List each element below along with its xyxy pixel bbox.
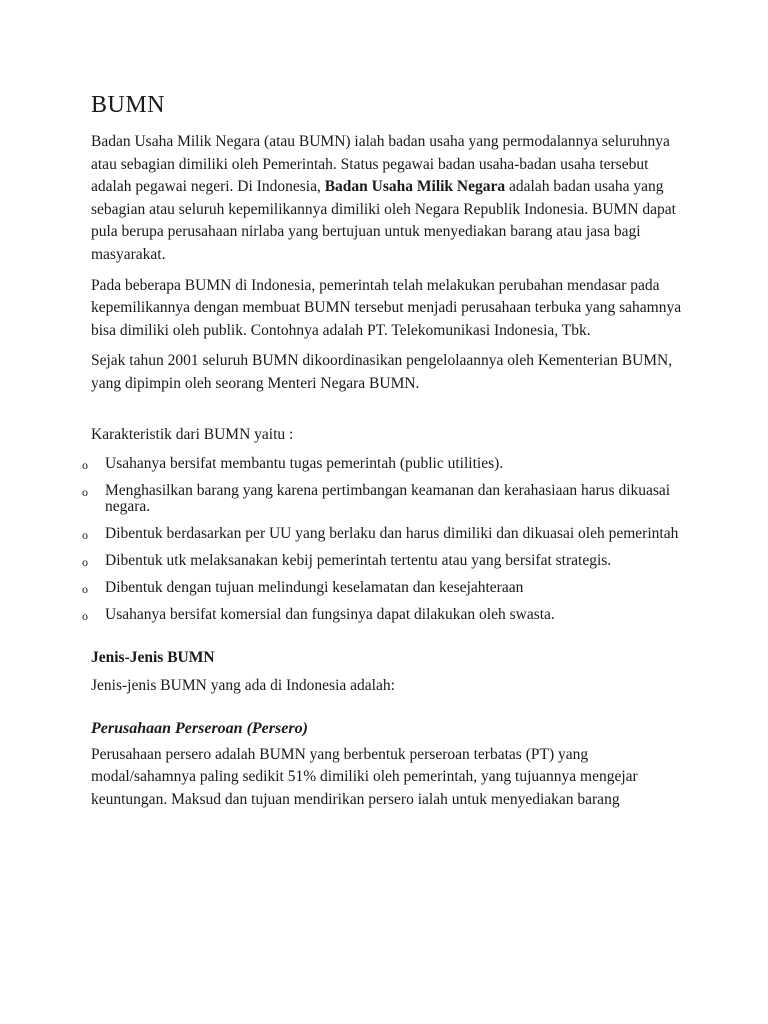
bullet-marker: o xyxy=(82,458,88,473)
list-item-text: Dibentuk dengan tujuan melindungi keselamatan dan kesejahteraan xyxy=(105,579,524,597)
list-item xyxy=(82,482,691,516)
characteristics-list xyxy=(82,455,691,624)
list-item-text: Dibentuk berdasarkan per UU yang berlaku dan harus dimiliki dan dikuasai oleh pemerintah xyxy=(105,525,679,543)
list-item xyxy=(82,579,691,597)
ministry-paragraph: Sejak tahun 2001 seluruh BUMN dikoordinasikan pengelolaannya oleh Kementerian BUMN, yang dipimpin oleh seorang Menteri Negara BUMN. xyxy=(91,352,673,392)
intro-text-2: adalah badan usaha yang sebagian atau seluruh kepemilikannya dimiliki oleh Negara Republik Indonesia. BUMN dapat pula berupa perusahaan nirlaba yang bertujuan untuk menyediakan barang atau jasa bagi masyarakat. xyxy=(91,178,676,263)
bullet-marker: o xyxy=(82,485,88,500)
persero-paragraph: Perusahaan persero adalah BUMN yang berbentuk perseroan terbatas (PT) yang modal/sahamnya paling sedikit 51% dimiliki oleh pemerintah, yang tujuannya mengejar keuntungan. Maksud dan tujuan mendirikan persero ialah untuk menyediakan barang xyxy=(91,745,638,808)
list-item-text: Usahanya bersifat komersial dan fungsinya dapat dilakukan oleh swasta. xyxy=(105,606,555,624)
list-item xyxy=(82,552,691,570)
document-page xyxy=(82,92,691,820)
types-heading: Jenis-Jenis BUMN xyxy=(91,649,215,667)
ownership-paragraph: Pada beberapa BUMN di Indonesia, pemerintah telah melakukan perubahan mendasar pada kepemilikannya dengan membuat BUMN tersebut menjadi perusahaan terbuka yang sahamnya bisa dimiliki oleh publik. Contohnya adalah PT. Telekomunikasi Indonesia, Tbk. xyxy=(91,276,682,339)
bullet-marker: o xyxy=(82,528,88,543)
persero-heading: Perusahaan Perseroan (Persero) xyxy=(91,719,308,737)
intro-paragraph xyxy=(91,131,691,267)
characteristics-intro: Karakteristik dari BUMN yaitu : xyxy=(91,425,294,443)
intro-text-1: Badan Usaha Milik Negara (atau BUMN) ialah badan usaha yang permodalannya seluruhnya atau sebagian dimiliki oleh Pemerintah. Status pegawai badan usaha-badan usaha tersebut adalah pegawai negeri. Di Indonesia, xyxy=(91,133,670,196)
bullet-marker: o xyxy=(82,609,88,624)
list-item-text: Usahanya bersifat membantu tugas pemerintah (public utilities). xyxy=(105,455,504,473)
list-item-text: Dibentuk utk melaksanakan kebij pemerintah tertentu atau yang bersifat strategis. xyxy=(105,552,612,570)
bullet-marker: o xyxy=(82,582,88,597)
list-item xyxy=(82,455,691,473)
types-intro: Jenis-jenis BUMN yang ada di Indonesia adalah: xyxy=(91,677,395,695)
document-title: BUMN xyxy=(91,92,166,118)
list-item xyxy=(82,525,691,543)
bullet-marker: o xyxy=(82,555,88,570)
list-item-text: Menghasilkan barang yang karena pertimbangan keamanan dan kerahasiaan harus dikuasai negara. xyxy=(105,482,671,516)
spacer xyxy=(91,404,691,424)
list-item xyxy=(82,606,691,624)
intro-bold-term: Badan Usaha Milik Negara xyxy=(324,178,506,196)
